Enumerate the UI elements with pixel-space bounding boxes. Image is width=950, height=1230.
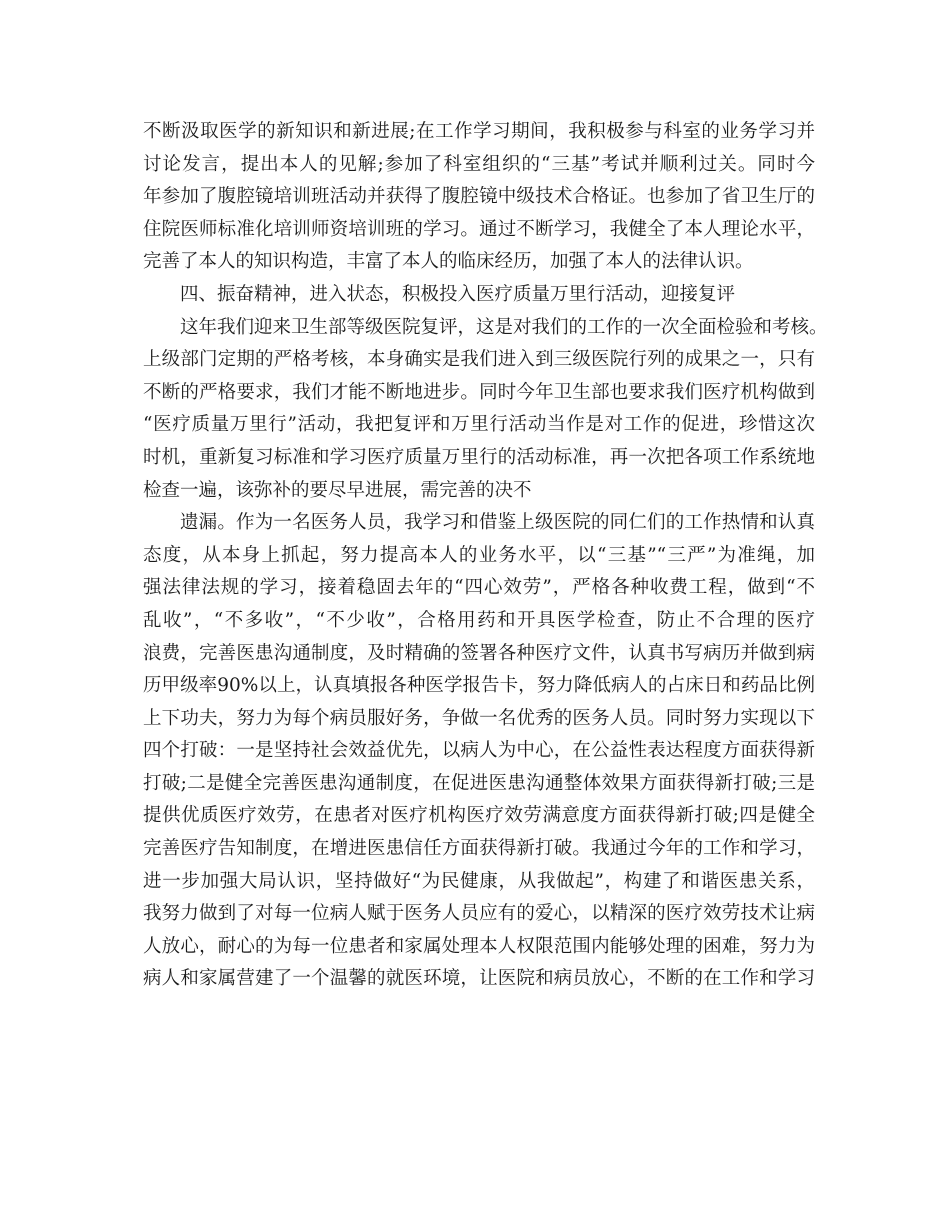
text-line: 提供优质医疗效劳，在患者对医疗机构医疗效劳满意度方面获得新打破;四是健全 <box>143 805 815 827</box>
text-line: 上下功夫，努力为每个病员服好务，争做一名优秀的医务人员。同时努力实现以下 <box>143 707 815 729</box>
text-line: 强法律法规的学习，接着稳固去年的“四心效劳”，严格各种收费工程，做到“不 <box>143 577 815 599</box>
text-line: 态度，从本身上抓起，努力提高本人的业务水平，以“三基”“三严”为准绳，加 <box>143 544 815 566</box>
text-line: 不断汲取医学的新知识和新进展;在工作学习期间，我积极参与科室的业务学习并 <box>143 121 815 142</box>
document-body <box>143 116 828 996</box>
text-line: 年参加了腹腔镜培训班活动并获得了腹腔镜中级技术合格证。也参加了省卫生厅的 <box>143 186 815 208</box>
text-line: 时机，重新复习标准和学习医疗质量万里行的活动标准，再一次把各项工作系统地 <box>143 446 815 468</box>
text-line: 病人和家属营建了一个温馨的就医环境，让医院和病员放心，不断的在工作和学习 <box>143 968 815 990</box>
text-line: 完善了本人的知识构造，丰富了本人的临床经历，加强了本人的法律认识。 <box>143 251 754 273</box>
text-line: 这年我们迎来卫生部等级医院复评，这是对我们的工作的一次全面检验和考核。 <box>180 316 828 338</box>
text-line: “医疗质量万里行”活动，我把复评和万里行活动当作是对工作的促进，珍惜这次 <box>143 414 815 436</box>
text-line: 完善医疗告知制度，在增进医患信任方面获得新打破。我通过今年的工作和学习， <box>143 838 815 860</box>
section-heading: 四、振奋精神，进入状态，积极投入医疗质量万里行活动，迎接复评 <box>180 283 736 305</box>
text-line: 四个打破：一是坚持社会效益优先，以病人为中心，在公益性表达程度方面获得新 <box>143 740 815 762</box>
text-line: 乱收”，“不多收”，“不少收”，合格用药和开具医学检查，防止不合理的医疗 <box>143 609 815 631</box>
text-line: 我努力做到了对每一位病人赋于医务人员应有的爱心，以精深的医疗效劳技术让病 <box>143 903 815 925</box>
text-line: 人放心，耐心的为每一位患者和家属处理本人权限范围内能够处理的困难，努力为 <box>143 935 815 957</box>
text-line: 不断的严格要求，我们才能不断地进步。同时今年卫生部也要求我们医疗机构做到 <box>143 381 815 403</box>
text-line: 遗漏。作为一名医务人员，我学习和借鉴上级医院的同仁们的工作热情和认真 <box>180 512 815 534</box>
text-line: 打破;二是健全完善医患沟通制度，在促进医患沟通整体效果方面获得新打破;三是 <box>143 772 815 794</box>
text-line: 上级部门定期的严格考核，本身确实是我们进入到三级医院行列的成果之一，只有 <box>143 349 815 371</box>
text-line: 历甲级率90%以上，认真填报各种医学报告卡，努力降低病人的占床日和药品比例 <box>143 675 815 697</box>
text-line: 检查一遍，该弥补的要尽早进展，需完善的决不 <box>143 479 532 501</box>
text-line: 讨论发言，提出本人的见解;参加了科室组织的“三基”考试并顺利过关。同时今 <box>143 153 815 175</box>
text-line: 住院医师标准化培训师资培训班的学习。通过不断学习，我健全了本人理论水平， <box>143 218 815 240</box>
text-line: 浪费，完善医患沟通制度，及时精确的签署各种医疗文件，认真书写病历并做到病 <box>143 642 815 664</box>
text-line: 进一步加强大局认识，坚持做好“为民健康，从我做起”，构建了和谐医患关系， <box>143 870 815 892</box>
